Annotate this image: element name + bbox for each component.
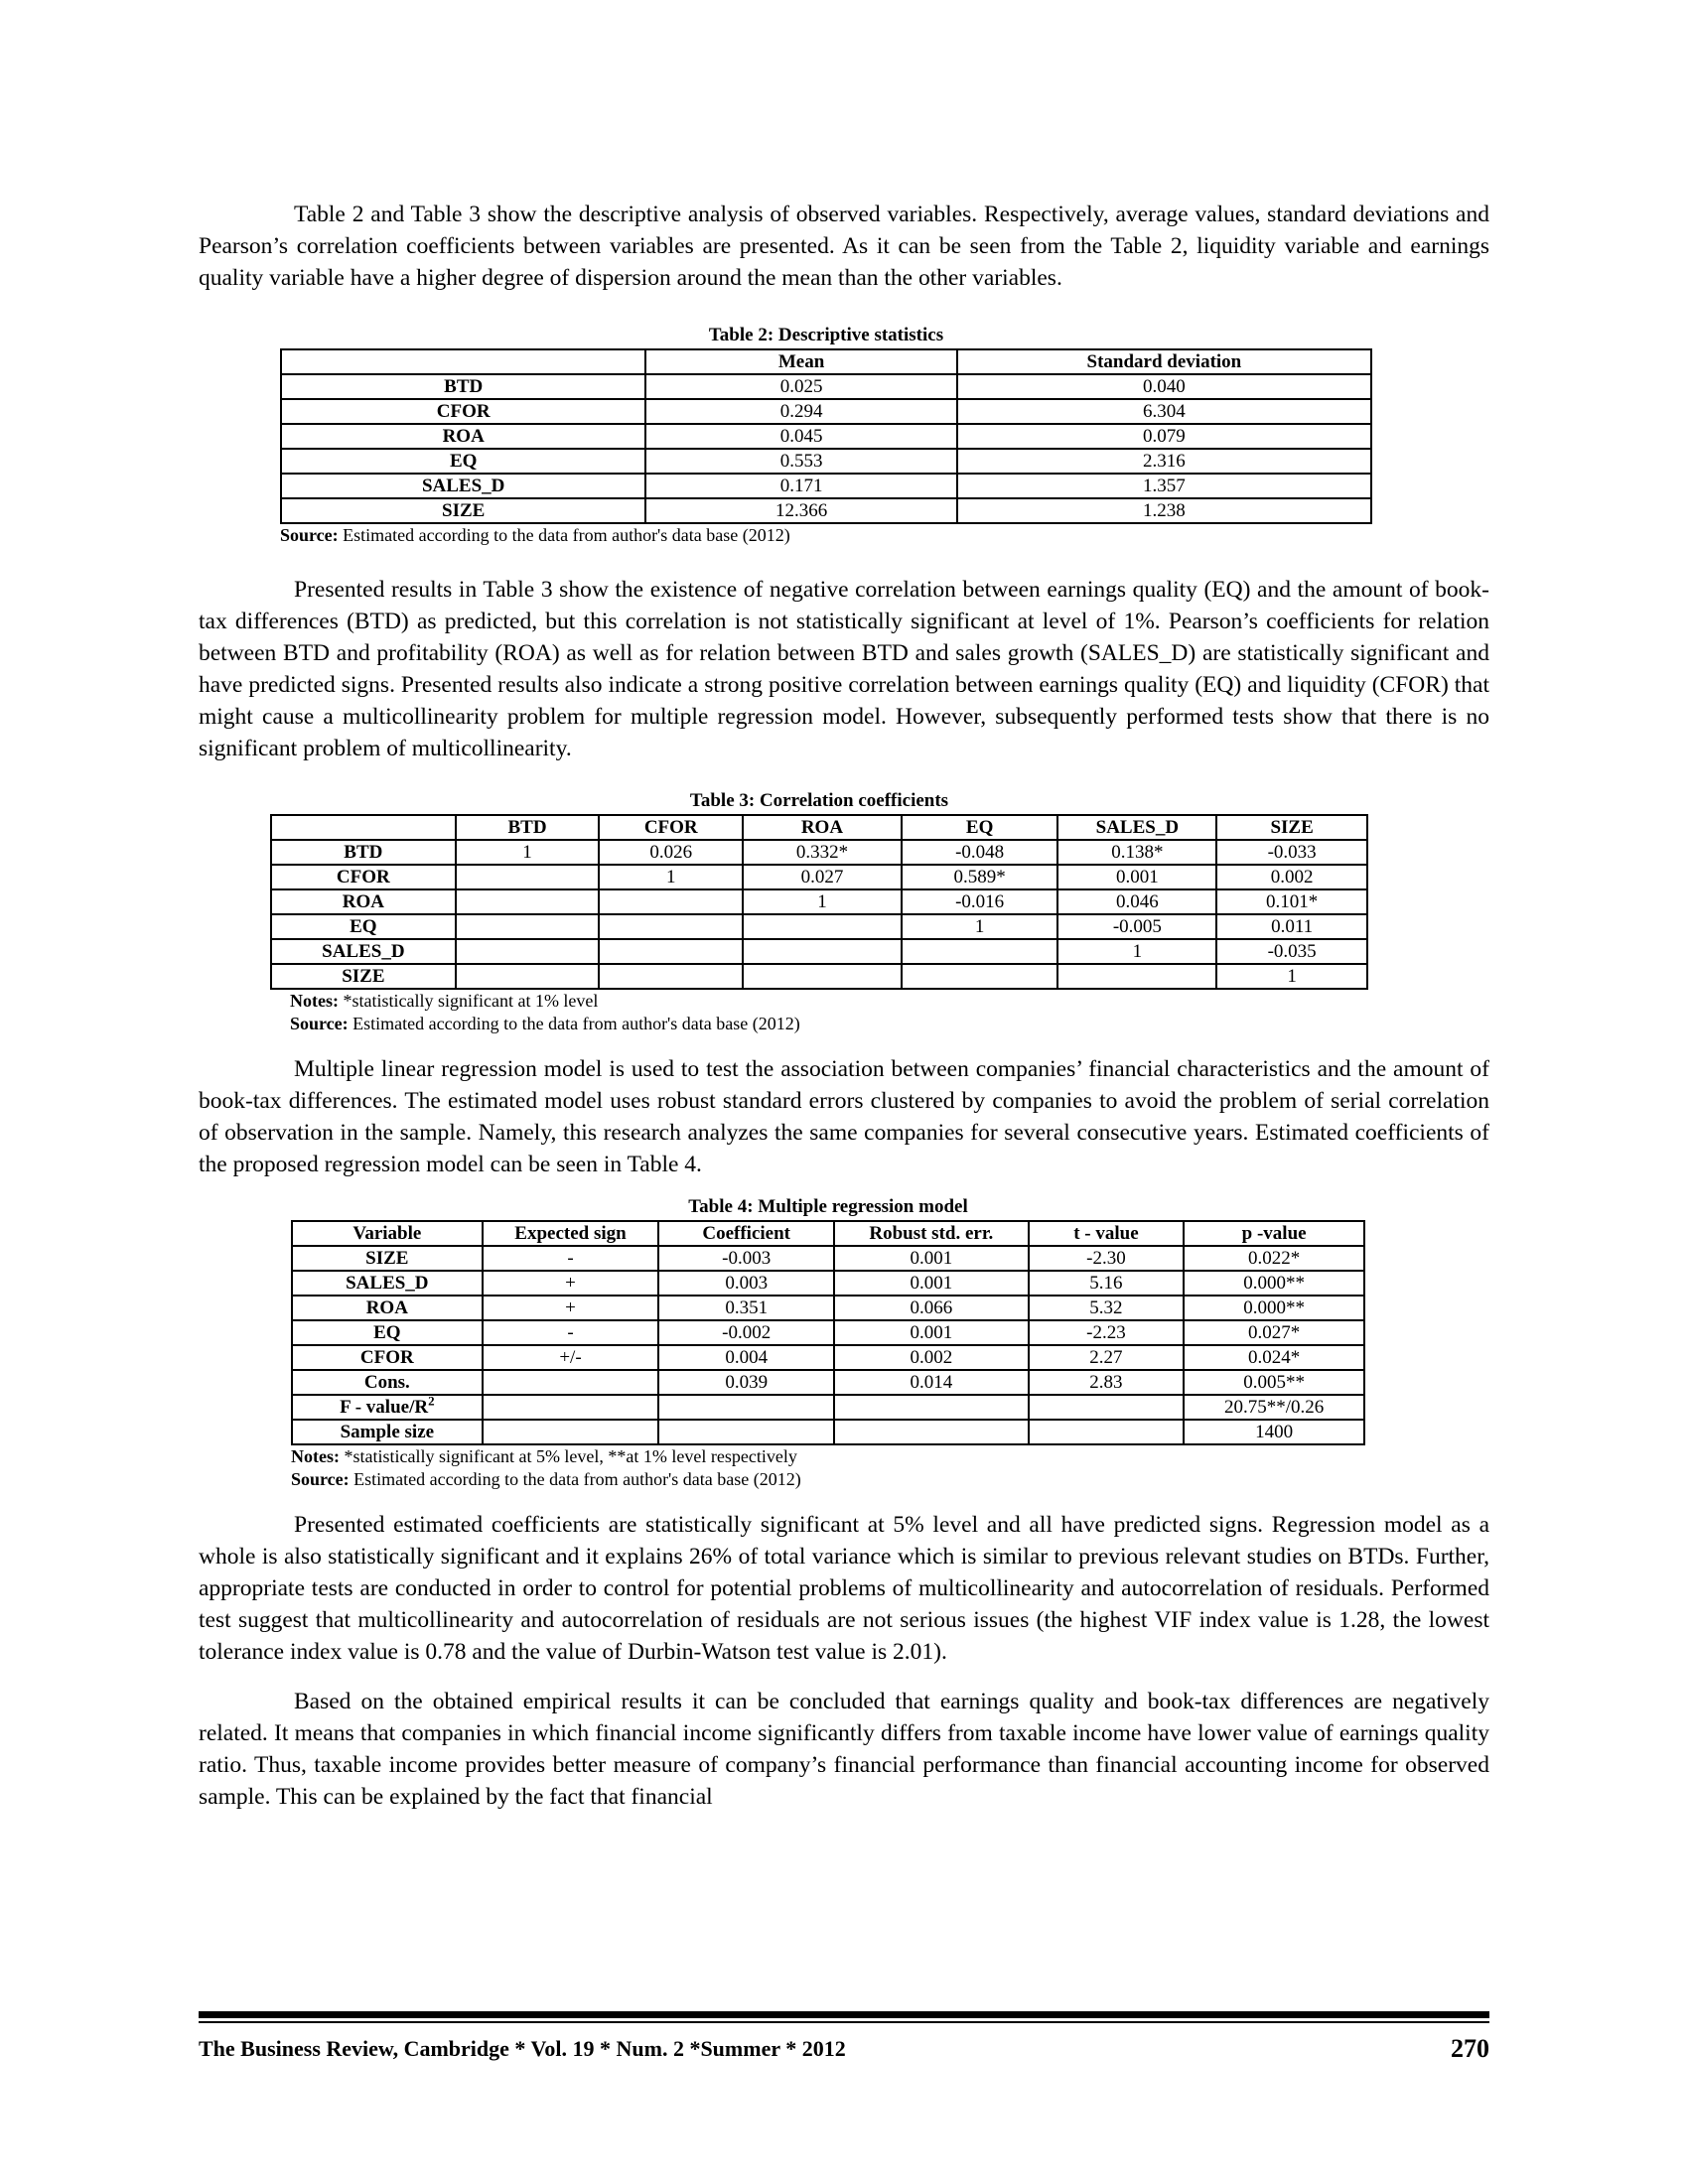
table-cell: 20.75**/0.26 (1184, 1395, 1364, 1420)
table-header-cell: Robust std. err. (834, 1221, 1029, 1246)
row-label: SALES_D (292, 1271, 483, 1296)
table-4-block (291, 1194, 1365, 1491)
table-cell: 0.039 (658, 1370, 834, 1395)
table-row (281, 399, 1371, 424)
table-cell: 1 (599, 865, 743, 889)
table-3-source (290, 1013, 1368, 1035)
footer-journal: The Business Review, Cambridge * Vol. 19 * Num. 2 *Summer * 2012 (199, 2036, 846, 2061)
row-label: EQ (292, 1320, 483, 1345)
table-row (292, 1345, 1364, 1370)
table-cell: 1.357 (957, 474, 1371, 498)
table-header-cell: CFOR (599, 815, 743, 840)
table-cell: + (483, 1296, 659, 1320)
table-cell: -0.002 (658, 1320, 834, 1345)
table-row-sample (292, 1420, 1364, 1444)
table-header-cell: Variable (292, 1221, 483, 1246)
table-header-cell: EQ (902, 815, 1058, 840)
row-label: EQ (281, 449, 645, 474)
table-cell: 0.002 (834, 1345, 1029, 1370)
table-3-caption: Table 3: Correlation coefficients (689, 790, 949, 811)
table-row (271, 964, 1367, 989)
table-cell (599, 889, 743, 914)
table-cell: 0.001 (1057, 865, 1216, 889)
table-cell: -0.005 (1057, 914, 1216, 939)
table-cell (902, 964, 1058, 989)
table-cell (483, 1395, 659, 1420)
table-cell (658, 1420, 834, 1444)
table-3-block (270, 788, 1368, 1035)
row-label: Sample size (292, 1420, 483, 1444)
table-cell: 0.045 (645, 424, 956, 449)
source-label: Source: (280, 525, 339, 545)
table-cell (456, 964, 600, 989)
table-row (292, 1370, 1364, 1395)
table-cell (456, 914, 600, 939)
table-cell: -0.033 (1216, 840, 1367, 865)
table-row (281, 374, 1371, 399)
table-cell: -0.016 (902, 889, 1058, 914)
row-label: CFOR (271, 865, 456, 889)
table-cell: 0.001 (834, 1246, 1029, 1271)
table-row (292, 1296, 1364, 1320)
table-cell: 0.000** (1184, 1296, 1364, 1320)
table-cell: 2.83 (1029, 1370, 1185, 1395)
row-label (292, 1395, 483, 1420)
row-label: Cons. (292, 1370, 483, 1395)
table-cell (599, 964, 743, 989)
notes-text: *statistically significant at 1% level (338, 991, 599, 1011)
table-cell (743, 914, 902, 939)
table-cell: + (483, 1271, 659, 1296)
table-4-caption: Table 4: Multiple regression model (688, 1196, 968, 1217)
table-cell (1057, 964, 1216, 989)
paragraph-1: Table 2 and Table 3 show the descriptive analysis of observed variables. Respectively, average values, standard deviations and Pearson’s correlation coefficients between variables are presented. As it can be seen from the Table 2, liquidity variable and earnings quality variable have a higher degree of dispersion around the mean than the other variables. (199, 202, 1489, 291)
table-cell: 0.171 (645, 474, 956, 498)
table-3 (270, 814, 1368, 990)
table-header-cell: Standard deviation (957, 349, 1371, 374)
table-cell: 0.025 (645, 374, 956, 399)
table-cell: -0.048 (902, 840, 1058, 865)
row-label: BTD (281, 374, 645, 399)
table-header-cell: ROA (743, 815, 902, 840)
table-header-cell: Mean (645, 349, 956, 374)
table-cell: - (483, 1320, 659, 1345)
table-2-source (280, 524, 1372, 547)
table-cell (456, 939, 600, 964)
paragraph-5: Based on the obtained empirical results it can be concluded that earnings quality and book-tax differences are negatively related. It means that companies in which financial income significantly differs from taxable income have lower value of earnings quality ratio. Thus, taxable income provides better measure of company’s financial performance than financial accounting income for observed sample. This can be explained by the fact that financial (199, 1689, 1489, 1810)
table-cell: 0.138* (1057, 840, 1216, 865)
table-cell (599, 939, 743, 964)
table-cell: -2.30 (1029, 1246, 1185, 1271)
table-cell: 0.026 (599, 840, 743, 865)
table-cell (483, 1370, 659, 1395)
table-cell (599, 914, 743, 939)
table-cell: 2.316 (957, 449, 1371, 474)
table-row (292, 1271, 1364, 1296)
table-cell: 0.101* (1216, 889, 1367, 914)
table-row (281, 424, 1371, 449)
table-cell: 0.022* (1184, 1246, 1364, 1271)
table-row (281, 449, 1371, 474)
footer-rule-thin (199, 2021, 1489, 2023)
table-row (281, 474, 1371, 498)
row-label: SIZE (271, 964, 456, 989)
table-header-cell: t - value (1029, 1221, 1185, 1246)
notes-label: Notes: (290, 991, 339, 1011)
row-label: ROA (281, 424, 645, 449)
table-header-cell: SALES_D (1057, 815, 1216, 840)
page-content (199, 199, 1489, 1813)
table-cell: -2.23 (1029, 1320, 1185, 1345)
table-cell: 1400 (1184, 1420, 1364, 1444)
table-header-cell: BTD (456, 815, 600, 840)
paragraph-2: Presented results in Table 3 show the existence of negative correlation between earnings quality (EQ) and the amount of book-tax differences (BTD) as predicted, but this correlation is not statistically significant at level of 1%. Pearson’s coefficients for relation between BTD and profitability (ROA) as well as for relation between BTD and sales growth (SALES_D) are statistically significant and have predicted signs. Presented results also indicate a strong positive correlation between earnings quality (EQ) and liquidity (CFOR) that might cause a multicollinearity problem for multiple regression model. However, subsequently performed tests show that there is no significant problem of multicollinearity. (199, 577, 1489, 761)
table-cell: 1 (1057, 939, 1216, 964)
table-cell: 0.027 (743, 865, 902, 889)
table-row-fvalue (292, 1395, 1364, 1420)
row-label: SIZE (281, 498, 645, 523)
row-label: BTD (271, 840, 456, 865)
row-label: SALES_D (281, 474, 645, 498)
row-label: SIZE (292, 1246, 483, 1271)
table-cell (1029, 1395, 1185, 1420)
table-cell: 0.351 (658, 1296, 834, 1320)
page-number: 270 (1451, 2034, 1489, 2063)
table-2 (280, 348, 1372, 524)
table-row (271, 914, 1367, 939)
table-row (271, 939, 1367, 964)
table-header-cell: Coefficient (658, 1221, 834, 1246)
paragraph-4: Presented estimated coefficients are statistically significant at 5% level and all have predicted signs. Regression model as a whole is also statistically significant and it explains 26% of total variance which is similar to previous relevant studies on BTDs. Further, appropriate tests are conducted in order to control for potential problems of multicollinearity and autocorrelation of residuals. Performed test suggest that multicollinearity and autocorrelation of residuals are not serious issues (the highest VIF index value is 1.28, the lowest tolerance index value is 0.78 and the value of Durbin-Watson test value is 2.01). (199, 1512, 1489, 1665)
source-text: Estimated according to the data from author's data base (2012) (338, 525, 790, 545)
source-text: Estimated according to the data from author's data base (2012) (348, 1014, 800, 1033)
table-cell: 0.553 (645, 449, 956, 474)
table-cell: - (483, 1246, 659, 1271)
table-cell: 0.004 (658, 1345, 834, 1370)
table-cell: 0.332* (743, 840, 902, 865)
table-3-notes (290, 990, 1368, 1013)
table-cell: 0.000** (1184, 1271, 1364, 1296)
table-cell (834, 1420, 1029, 1444)
table-cell: 0.040 (957, 374, 1371, 399)
table-cell: 5.16 (1029, 1271, 1185, 1296)
table-cell: 0.066 (834, 1296, 1029, 1320)
table-cell (483, 1420, 659, 1444)
table-row (271, 865, 1367, 889)
table-cell: -0.035 (1216, 939, 1367, 964)
table-cell: 1 (902, 914, 1058, 939)
table-cell: 0.079 (957, 424, 1371, 449)
table-row (271, 889, 1367, 914)
table-cell: 0.001 (834, 1320, 1029, 1345)
table-cell: 5.32 (1029, 1296, 1185, 1320)
table-cell (743, 939, 902, 964)
table-cell: 2.27 (1029, 1345, 1185, 1370)
table-cell: 1.238 (957, 498, 1371, 523)
table-cell: 0.014 (834, 1370, 1029, 1395)
table-cell: 0.024* (1184, 1345, 1364, 1370)
table-cell (456, 865, 600, 889)
row-label: ROA (292, 1296, 483, 1320)
fvalue-label: F - value/R (340, 1397, 429, 1418)
table-header-cell (281, 349, 645, 374)
table-cell: 0.046 (1057, 889, 1216, 914)
table-cell: 1 (1216, 964, 1367, 989)
table-row (292, 1320, 1364, 1345)
table-cell: 0.001 (834, 1271, 1029, 1296)
paragraph-3: Multiple linear regression model is used to test the association between companies’ financial characteristics and the amount of book-tax differences. The estimated model uses robust standard errors clustered by companies to avoid the problem of serial correlation of observation in the sample. Namely, this research analyzes the same companies for several consecutive years. Estimated coefficients of the proposed regression model can be seen in Table 4. (199, 1056, 1489, 1177)
table-cell: +/- (483, 1345, 659, 1370)
table-cell (456, 889, 600, 914)
table-row (281, 498, 1371, 523)
row-label: CFOR (292, 1345, 483, 1370)
table-cell: 0.003 (658, 1271, 834, 1296)
table-row (292, 1246, 1364, 1271)
table-cell (1029, 1420, 1185, 1444)
table-cell (658, 1395, 834, 1420)
table-header-row (292, 1221, 1364, 1246)
table-header-cell: Expected sign (483, 1221, 659, 1246)
table-cell: 0.027* (1184, 1320, 1364, 1345)
table-cell: 0.294 (645, 399, 956, 424)
source-text: Estimated according to the data from author's data base (2012) (349, 1469, 801, 1489)
table-4-source (291, 1468, 1365, 1491)
table-cell: 0.011 (1216, 914, 1367, 939)
table-cell: 6.304 (957, 399, 1371, 424)
table-4 (291, 1220, 1365, 1445)
table-row (271, 840, 1367, 865)
notes-label: Notes: (291, 1446, 340, 1466)
row-label: CFOR (281, 399, 645, 424)
source-label: Source: (290, 1014, 349, 1033)
row-label: SALES_D (271, 939, 456, 964)
row-label: EQ (271, 914, 456, 939)
table-cell: 12.366 (645, 498, 956, 523)
source-label: Source: (291, 1469, 350, 1489)
table-header-cell: p -value (1184, 1221, 1364, 1246)
table-cell (834, 1395, 1029, 1420)
table-cell: -0.003 (658, 1246, 834, 1271)
table-cell: 0.005** (1184, 1370, 1364, 1395)
table-cell: 0.589* (902, 865, 1058, 889)
fvalue-superscript: 2 (428, 1393, 435, 1409)
table-cell (902, 939, 1058, 964)
row-label: ROA (271, 889, 456, 914)
footer-rule-thick (199, 2011, 1489, 2018)
table-header-row (271, 815, 1367, 840)
table-4-notes (291, 1445, 1365, 1468)
notes-text: *statistically significant at 5% level, **at 1% level respectively (339, 1446, 797, 1466)
table-header-row (281, 349, 1371, 374)
table-2-caption: Table 2: Descriptive statistics (708, 325, 944, 345)
table-cell: 1 (456, 840, 600, 865)
table-cell (743, 964, 902, 989)
table-header-cell (271, 815, 456, 840)
table-header-cell: SIZE (1216, 815, 1367, 840)
table-cell: 0.002 (1216, 865, 1367, 889)
table-cell: 1 (743, 889, 902, 914)
table-2-block (280, 323, 1372, 547)
